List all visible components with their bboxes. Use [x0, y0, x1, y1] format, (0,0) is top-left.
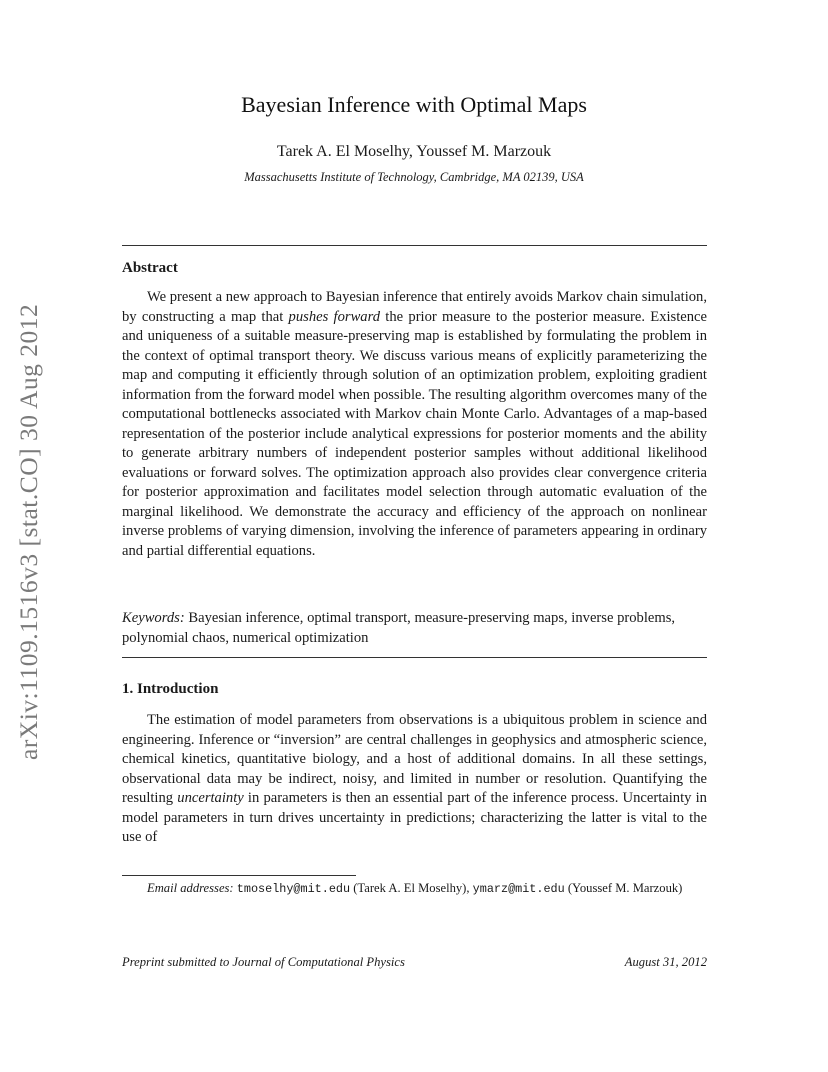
footnote [122, 879, 707, 898]
intro-text-1: The estimation of model parameters from observations is a ubiquitous problem in science and engineering. Inference or “inversion” are central challenges in geophysics and atmospheric science, chemical kinetics, quantitative biology, and a host of additional domains. In all these settings, observational data may be indirect, noisy, and limited in number or resolution. Quantifying the resulting [122, 712, 707, 806]
footnote-rule [122, 875, 356, 876]
intro-text-2: in parameters is then an essential part of the inference process. Uncertainty in model parameters in turn drives uncertainty in predictions; characterizing the latter is vital to the use of [122, 790, 707, 845]
email-link-1[interactable]: tmoselhy@mit.edu [236, 882, 351, 896]
abstract-text-1: We present a new approach to Bayesian inference that entirely avoids Markov chain simulation, by constructing a map that [122, 289, 707, 325]
arxiv-stamp: arXiv:1109.1516v3 [stat.CO] 30 Aug 2012 [14, 303, 43, 760]
keywords [122, 609, 707, 648]
abstract-paragraph [122, 288, 707, 561]
footnote-label: Email addresses: [147, 881, 234, 895]
intro-paragraph [122, 711, 707, 848]
top-divider [122, 245, 707, 246]
footnote-name-1: (Tarek A. El Moselhy), [350, 881, 473, 895]
abstract-emphasis: pushes forward [288, 308, 381, 325]
keywords-label: Keywords: [122, 610, 185, 626]
footnote-name-2: (Youssef M. Marzouk) [564, 881, 683, 895]
abstract-heading: Abstract [122, 260, 178, 276]
preprint-date: August 31, 2012 [624, 955, 707, 969]
abstract-text-2: the prior measure to the posterior measure. Existence and uniqueness of a suitable measure-preserving map is established by formulating the problem in the context of optimal transport theory. We discuss various means of explicitly parameterizing the map and computing it efficiently through solution of an optimization problem, exploiting gradient information from the forward model when possible. The resulting algorithm overcomes many of the computational bottlenecks associated with Markov chain Monte Carlo. Advantages of a map-based representation of the posterior include analytical expressions for posterior moments and the ability to generate arbitrary numbers of independent posterior samples without additional likelihood evaluations or forward solves. The optimization approach also provides clear convergence criteria for posterior approximation and facilitates model selection through automatic evaluation of the marginal likelihood. We demonstrate the accuracy and efficiency of the approach on nonlinear inverse problems of varying dimension, involving the inference of parameters appearing in ordinary and partial differential equations. [122, 308, 708, 559]
paper-title: Bayesian Inference with Optimal Maps [241, 92, 587, 117]
affiliation: Massachusetts Institute of Technology, Cambridge, MA 02139, USA [244, 170, 584, 184]
email-link-2[interactable]: ymarz@mit.edu [472, 882, 565, 896]
preprint-note: Preprint submitted to Journal of Computational Physics [122, 955, 405, 969]
bottom-divider [122, 657, 707, 658]
intro-emphasis: uncertainty [177, 790, 244, 806]
keywords-text: Bayesian inference, optimal transport, measure-preserving maps, inverse problems, polynomial chaos, numerical optimization [122, 610, 676, 646]
abstract-body [122, 288, 707, 561]
introduction-heading: 1. Introduction [122, 681, 219, 697]
authors: Tarek A. El Moselhy, Youssef M. Marzouk [276, 143, 552, 160]
introduction-body [122, 711, 707, 848]
